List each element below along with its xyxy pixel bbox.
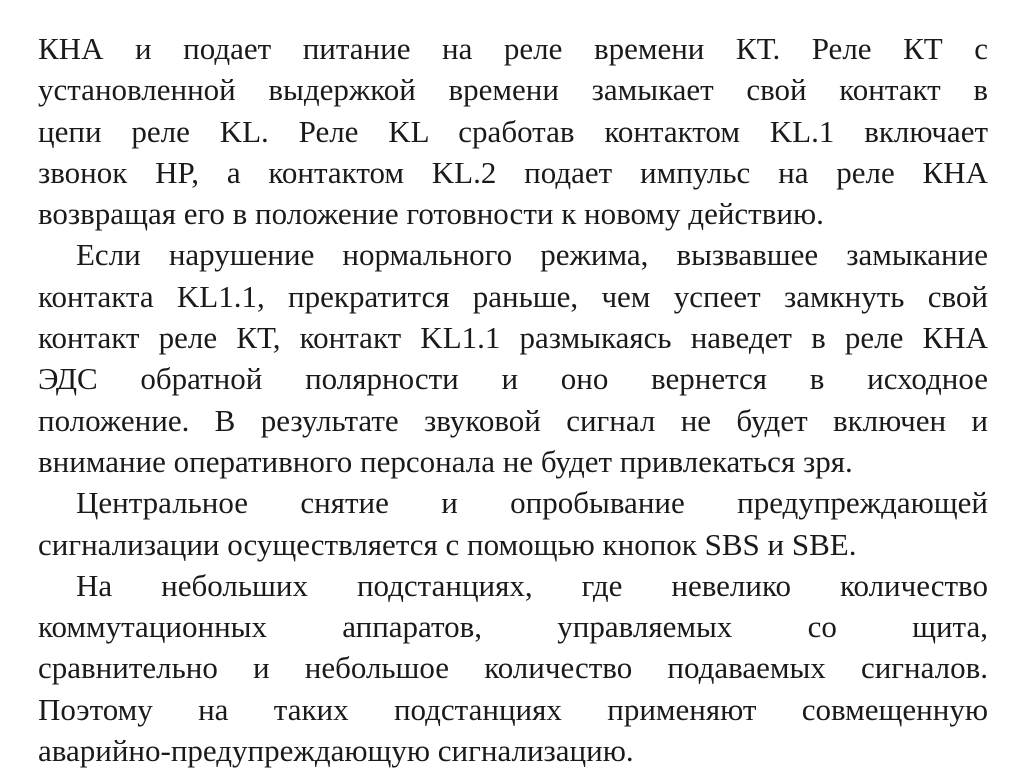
text-line: Поэтому на таких подстанциях применяют совмещенную	[38, 691, 988, 727]
text-line: контакт реле КТ, контакт KL1.1 размыкаясь наведет в реле КНА	[38, 320, 988, 356]
text-line: возвращая его в положение готовности к новому действию.	[38, 196, 824, 232]
text-line: установленной выдержкой времени замыкает свой контакт в	[38, 72, 988, 108]
paragraph	[38, 565, 988, 771]
text-line: ЭДС обратной полярности и оно вернется в исходное	[38, 361, 988, 397]
paragraph	[38, 234, 988, 482]
paragraph	[38, 28, 988, 234]
text-line: звонок HP, а контактом KL.2 подает импульс на реле КНА	[38, 154, 988, 190]
text-line: сигнализации осуществляется с помощью кнопок SBS и SBE.	[38, 526, 857, 562]
paragraph	[38, 482, 988, 565]
text-line: Центральное снятие и опробывание предупреждающей	[76, 485, 988, 521]
text-line: цепи реле KL. Реле KL сработав контактом KL.1 включает	[38, 113, 988, 149]
text-line: сравнительно и небольшое количество подаваемых сигналов.	[38, 650, 988, 686]
text-line: аварийно-предупреждающую сигнализацию.	[38, 733, 634, 769]
document-page	[38, 28, 988, 771]
text-line: внимание оперативного персонала не будет привлекаться зря.	[38, 443, 853, 479]
text-line: На небольших подстанциях, где невелико количество	[76, 567, 988, 603]
text-line: Если нарушение нормального режима, вызвавшее замыкание	[76, 237, 988, 273]
text-line: коммутационных аппаратов, управляемых со щита,	[38, 609, 988, 645]
text-line: контакта KL1.1, прекратится раньше, чем успеет замкнуть свой	[38, 278, 988, 314]
text-line: положение. В результате звуковой сигнал не будет включен и	[38, 402, 988, 438]
text-line: КНА и подает питание на реле времени КТ. Реле КТ с	[38, 31, 988, 66]
